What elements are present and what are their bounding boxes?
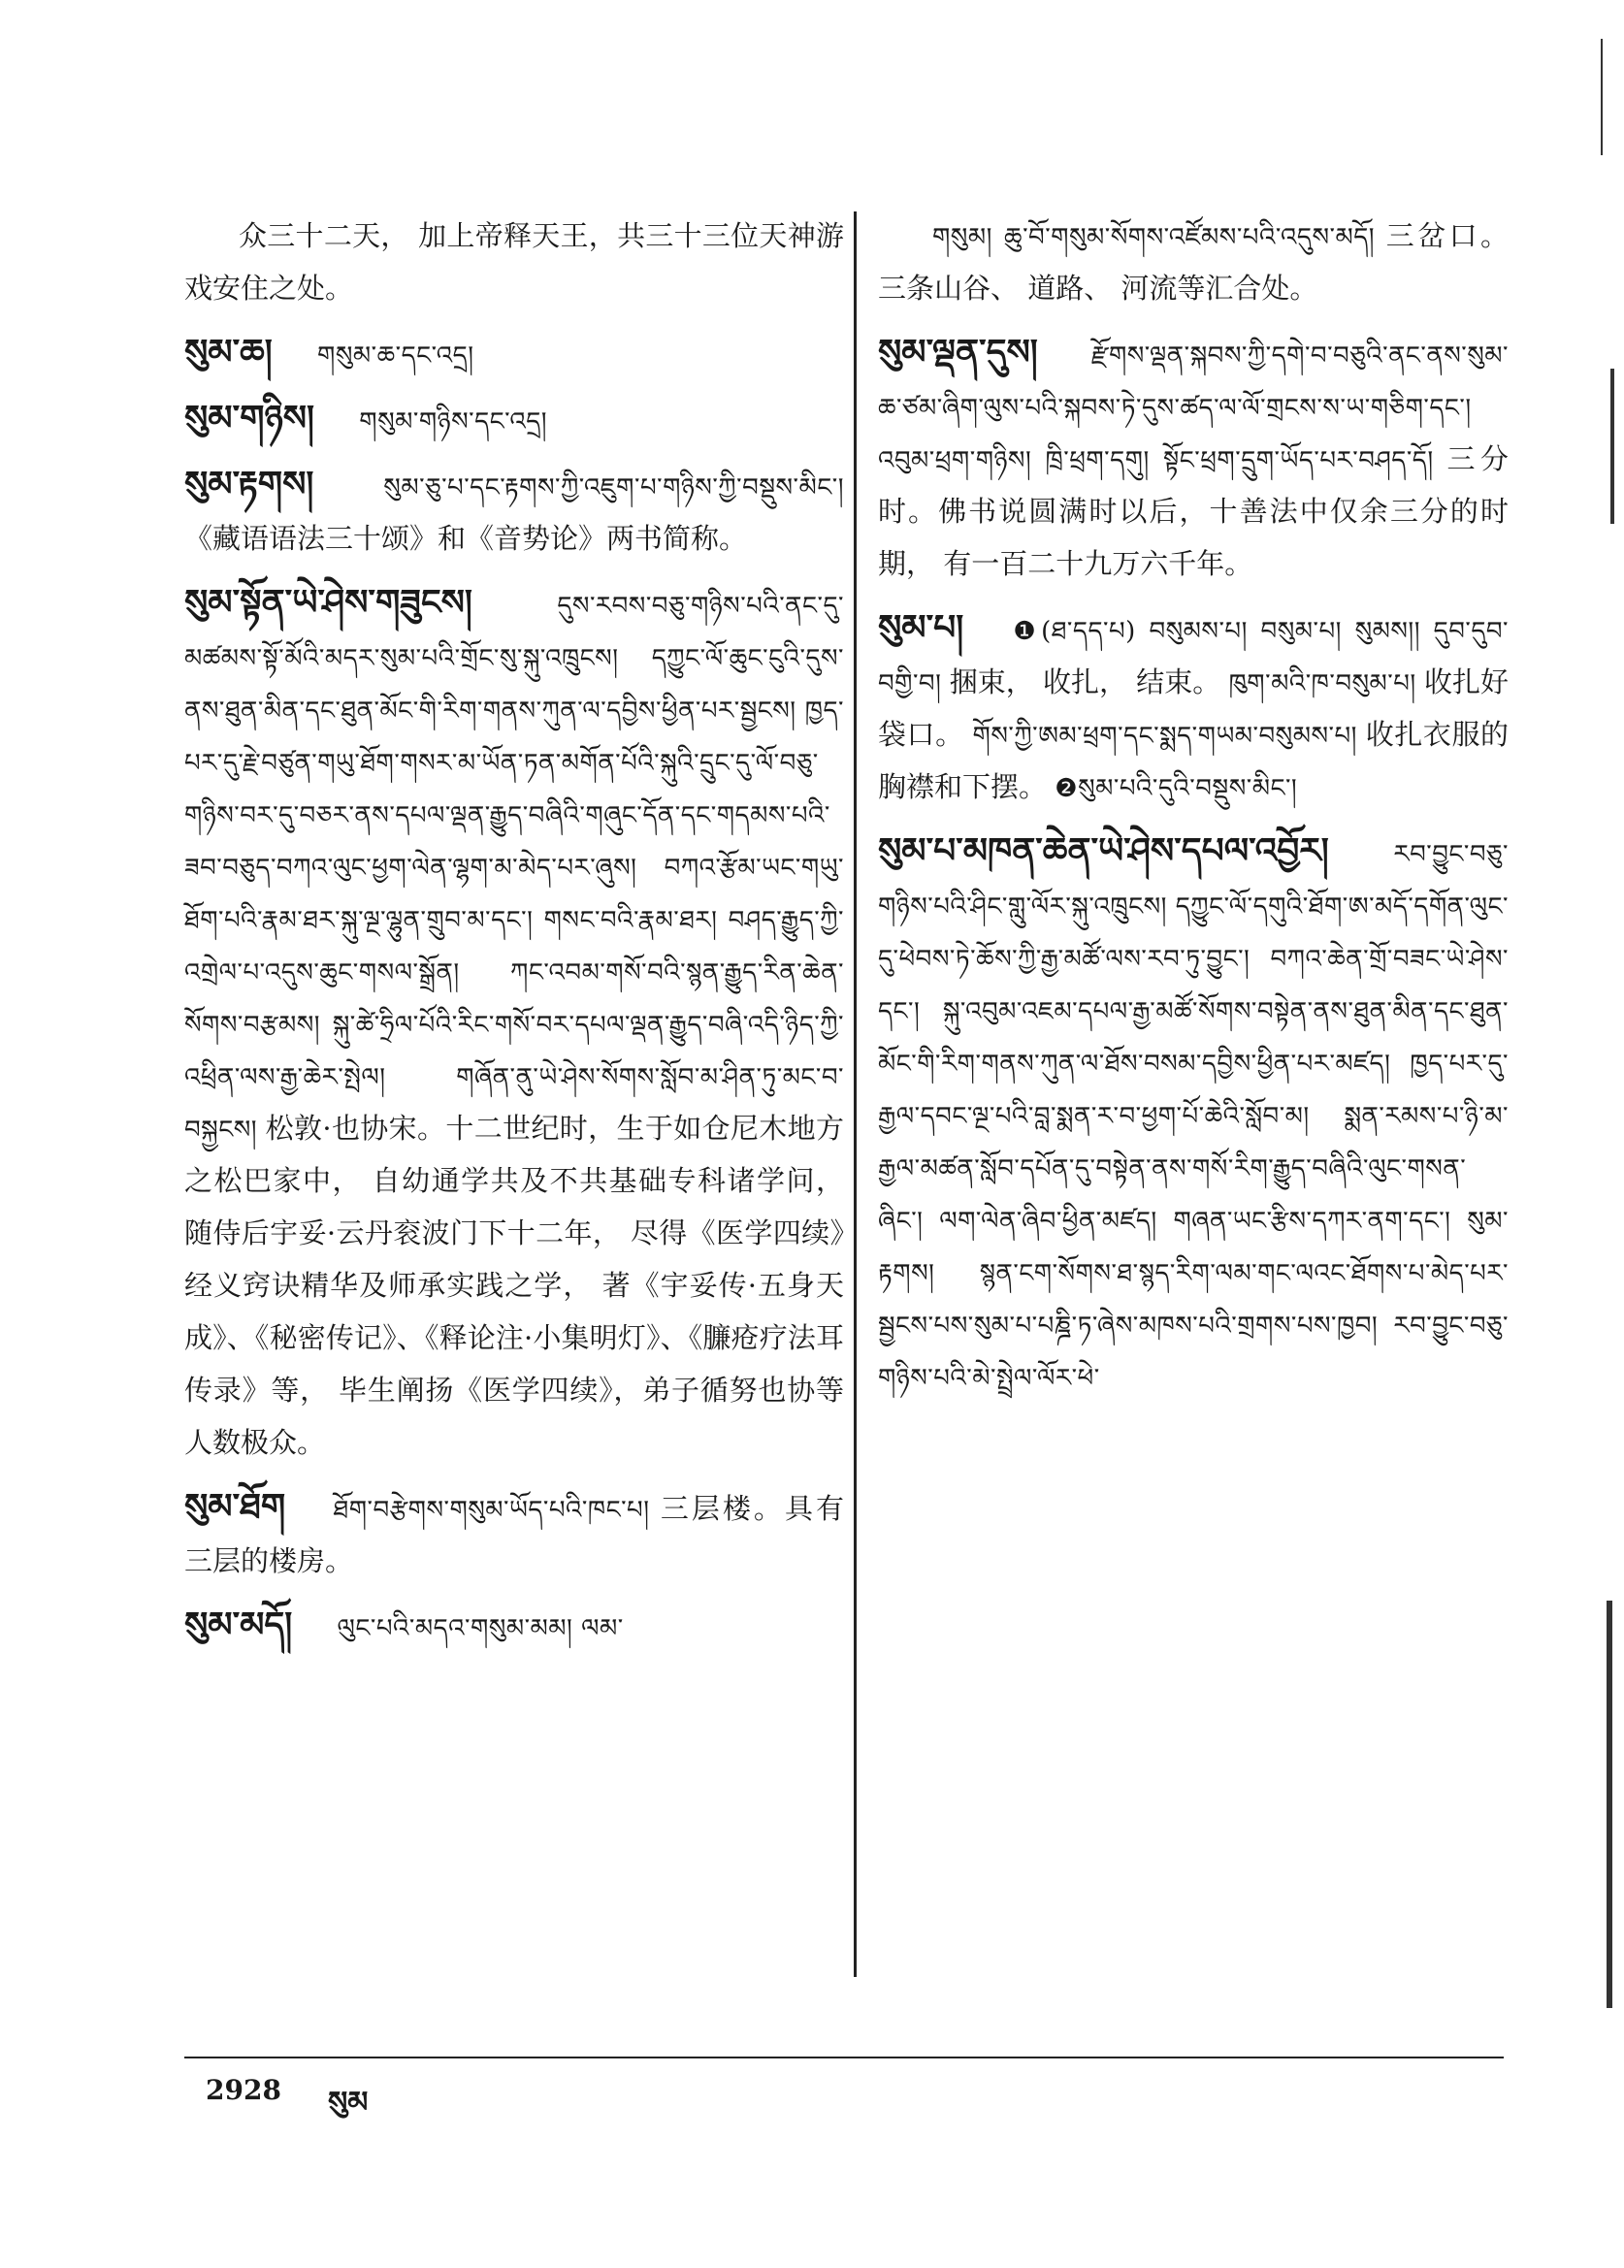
entry-body-zh: 《藏语语法三十颂》和《音势论》两书简称。 (184, 522, 748, 555)
entry-body-bo: ❷སུམ་པའི་དུའི་བསྡུས་མིང་། (1055, 774, 1298, 803)
dictionary-entry (878, 326, 1509, 592)
entry-headword: སུམ་སྟོན་ཡེ་ཤེས་གཟུངས། (184, 582, 472, 623)
entry-body-bo: སུམ་ཅུ་པ་དང་རྟགས་ཀྱི་འཇུག་པ་གཉིས་ཀྱི་བསྡུས་མིང་། (383, 473, 844, 502)
entry-body-bo: ཁུག་མའི་ཁ་བསུམ་པ། (1228, 669, 1416, 698)
scan-edge-mark (1607, 1601, 1612, 2008)
dictionary-entry (184, 458, 844, 567)
entry-body-zh: 捆束， 收扎， 结束。 (949, 665, 1221, 698)
entry-body-zh: 收扎好袋口。 (878, 665, 1510, 751)
entry-headword: སུམ་ཐོག (184, 1486, 286, 1527)
dictionary-entry (184, 1480, 844, 1589)
page-number: 2928 (206, 2074, 281, 2106)
entry-body-bo: གསུམ། ཆུ་བོ་གསུམ་སོགས་འཛོམས་པའི་འདུས་མདོ། (932, 223, 1376, 252)
running-head: སུམ (328, 2086, 369, 2120)
entry-body-bo: ལུང་པའི་མདའ་གསུམ་མམ། ལམ་ (337, 1614, 624, 1643)
entry-headword: སུམ་རྟགས། (184, 464, 314, 504)
entry-body-bo: ❶(ཐ་དད་པ) བསུམས་པ། བསུམ་པ། སུམས།། དུབ་དུབ་བགྱི་བ། (878, 617, 1509, 698)
column-divider (854, 211, 857, 1977)
scan-edge-mark (1610, 369, 1614, 524)
entry-body-zh: 众三十二天， 加上帝释天王，共三十三位天神游戏安住之处。 (184, 219, 844, 305)
dictionary-entry (878, 825, 1509, 1405)
dictionary-entry (878, 601, 1509, 815)
dictionary-entry (184, 576, 844, 1471)
footer-rule (184, 2057, 1504, 2058)
dictionary-entry (878, 211, 1509, 316)
left-column (184, 211, 844, 1665)
entry-body-zh: 收扎衣服的胸襟和下摆。 (878, 718, 1509, 803)
entry-headword: སུམ་མདོ། (184, 1604, 293, 1645)
dictionary-entry (184, 326, 844, 382)
entry-headword: སུམ་ཆ། (184, 332, 273, 373)
dictionary-entry (184, 1599, 844, 1655)
entry-body-bo: ཐོག་བརྩེགས་གསུམ་ཡོད་པའི་ཁང་པ། (333, 1496, 650, 1525)
entry-headword: སུམ་པ་མཁན་ཆེན་ཡེ་ཤེས་དཔལ་འབྱོར། (878, 830, 1329, 871)
dictionary-entry (184, 392, 844, 448)
entry-body-bo: གསུམ་ཆ་དང་འདྲ། (317, 341, 474, 371)
entry-body-zh: 三分时。佛书说圆满时以后，十善法中仅余三分的时期， 有一百二十九万六千年。 (878, 442, 1509, 580)
entry-headword: སུམ་ལྡན་དུས། (878, 332, 1038, 373)
entry-body-bo: གོས་ཀྱི་ཨམ་ཕྲག་དང་སྨད་གཡམ་བསུམས་པ། (972, 722, 1357, 751)
dictionary-entry (184, 211, 844, 316)
entry-body-zh: 三岔口。三条山谷、 道路、 河流等汇合处。 (878, 219, 1509, 305)
entry-body-bo: རྫོགས་ལྡན་སྐབས་ཀྱི་དགེ་བ་བཅུའི་ནང་ནས་སུམ་ཆ་ཙམ་ཞིག་ལུས་པའི་སྐབས་ཏེ་དུས་ཚད་ལ་ལོ་གྲངས་ས་ཡ་གཅིག་དང་། འབུམ་ཕྲག་གཉིས། ཁྲི་ཕྲག་དགུ། སྟོང་ཕྲག་དྲུག་ཡོད་པར་བཤད་དོ། (878, 341, 1509, 475)
scan-edge-mark (1601, 39, 1603, 155)
entry-headword: སུམ་པ། (878, 607, 964, 648)
right-column (878, 211, 1509, 1414)
entry-body-bo: རབ་བྱུང་བཅུ་གཉིས་པའི་ཤིང་གླུ་ལོར་སྐུ་འཁྲུངས། དཀྱུང་ལོ་དགུའི་ཐོག་ཨ་མདོ་དགོན་ལུང་དུ་ཕེབས་ཏེ་ཆོས་ཀྱི་རྒྱ་མཚོ་ལས་རབ་ཏུ་བྱུང་། བཀའ་ཆེན་གྲོ་བཟང་ཡེ་ཤེས་དང་། སྐུ་འབུམ་འཇམ་དཔལ་རྒྱ་མཚོ་སོགས་བསྟེན་ནས་ཐུན་མིན་དང་ཐུན་མོང་གི་རིག་གནས་ཀུན་ལ་ཐོས་བསམ་དབྱིས་ཕྱིན་པར་མཛད། ཁྱད་པར་དུ་རྒྱལ་དབང་ལྔ་པའི་བླ་སྨན་ར་བ་ཕྱག་པོ་ཆེའི་སློབ་མ། སྨན་རམས་པ་ཉི་མ་རྒྱལ་མཚན་སློབ་དཔོན་དུ་བསྟེན་ནས་གསོ་རིག་རྒྱུད་བཞིའི་ལུང་གསན་ཞིང་། ལག་ལེན་ཞིབ་ཕྱིན་མཛད། གཞན་ཡང་རྩིས་དཀར་ནག་དང་། སུམ་རྟགས། སྙན་ངག་སོགས་ཐ་སྙད་རིག་ལམ་གང་ལའང་ཐོགས་པ་མེད་པར་སྦྱངས་པས་སུམ་པ་པཎྜི་ཏ་ཞེས་མཁས་པའི་གྲགས་པས་ཁྱབ། རབ་བྱུང་བཅུ་གཉིས་པའི་མེ་སྤྲེལ་ལོར་ཕེ་ (878, 840, 1509, 1393)
entry-body-zh: 松敦·也协宋。十二世纪时，生于如仓尼木地方之松巴家中， 自幼通学共及不共基础专科诸学问， 随侍后宇妥·云丹衮波门下十二年， 尽得《医学四续》经义窍诀精华及师承实践之学， 著《宇妥传·五身天成》、《秘密传记》、《释论注·小集明灯》、《臁疮疗法耳传录》等， 毕生阐扬《医学四续》，弟子循努也协等人数极众。 (184, 1112, 844, 1459)
entry-headword: སུམ་གཉིས། (184, 398, 315, 438)
entry-body-bo: གསུམ་གཉིས་དང་འདྲ། (359, 407, 548, 437)
entry-body-bo: དུས་རབས་བཅུ་གཉིས་པའི་ནང་དུ་མཚམས་སྟོ་མོའི་མདར་སུམ་པའི་གྲོང་སུ་སྐུ་འཁྲུངས། དཀྱུང་ལོ་ཆུང་ངུའི་དུས་ནས་ཐུན་མིན་དང་ཐུན་མོང་གི་རིག་གནས་ཀུན་ལ་དབྱིས་ཕྱིན་པར་སྦྱངས། ཁྱད་པར་དུ་རྗེ་བཙུན་གཡུ་ཐོག་གསར་མ་ཡོན་ཏན་མགོན་པོའི་སྐུའི་དྲུང་དུ་ལོ་བཅུ་གཉིས་བར་དུ་བཅར་ནས་དཔལ་ལྡན་རྒྱུད་བཞིའི་གཞུང་དོན་དང་གདམས་པའི་ཟབ་བཅུད་བཀའ་ལུང་ཕྱག་ལེན་ལྷག་མ་མེད་པར་ཞུས། བཀའ་རྩོམ་ཡང་གཡུ་ཐོག་པའི་རྣམ་ཐར་སྐུ་ལྔ་ལྷུན་གྲུབ་མ་དང་། གསང་བའི་རྣམ་ཐར། བཤད་རྒྱུད་ཀྱི་འགྲེལ་པ་འདུས་ཆུང་གསལ་སྒྲོན། ཀང་འབམ་གསོ་བའི་སྙན་རྒྱུད་རིན་ཆེན་སོགས་བརྩམས། སྐུ་ཚེ་ཧྲིལ་པོའི་རིང་གསོ་བར་དཔལ་ལྡན་རྒྱུད་བཞི་འདི་ཉིད་ཀྱི་འཕྲིན་ལས་རྒྱ་ཆེར་སྤེལ། གཞོན་ནུ་ཡེ་ཤེས་སོགས་སློབ་མ་ཤིན་ཏུ་མང་བ་བསྐྱངས། (184, 592, 844, 1145)
entry-body-zh: 三层楼。具有三层的楼房。 (184, 1492, 845, 1577)
